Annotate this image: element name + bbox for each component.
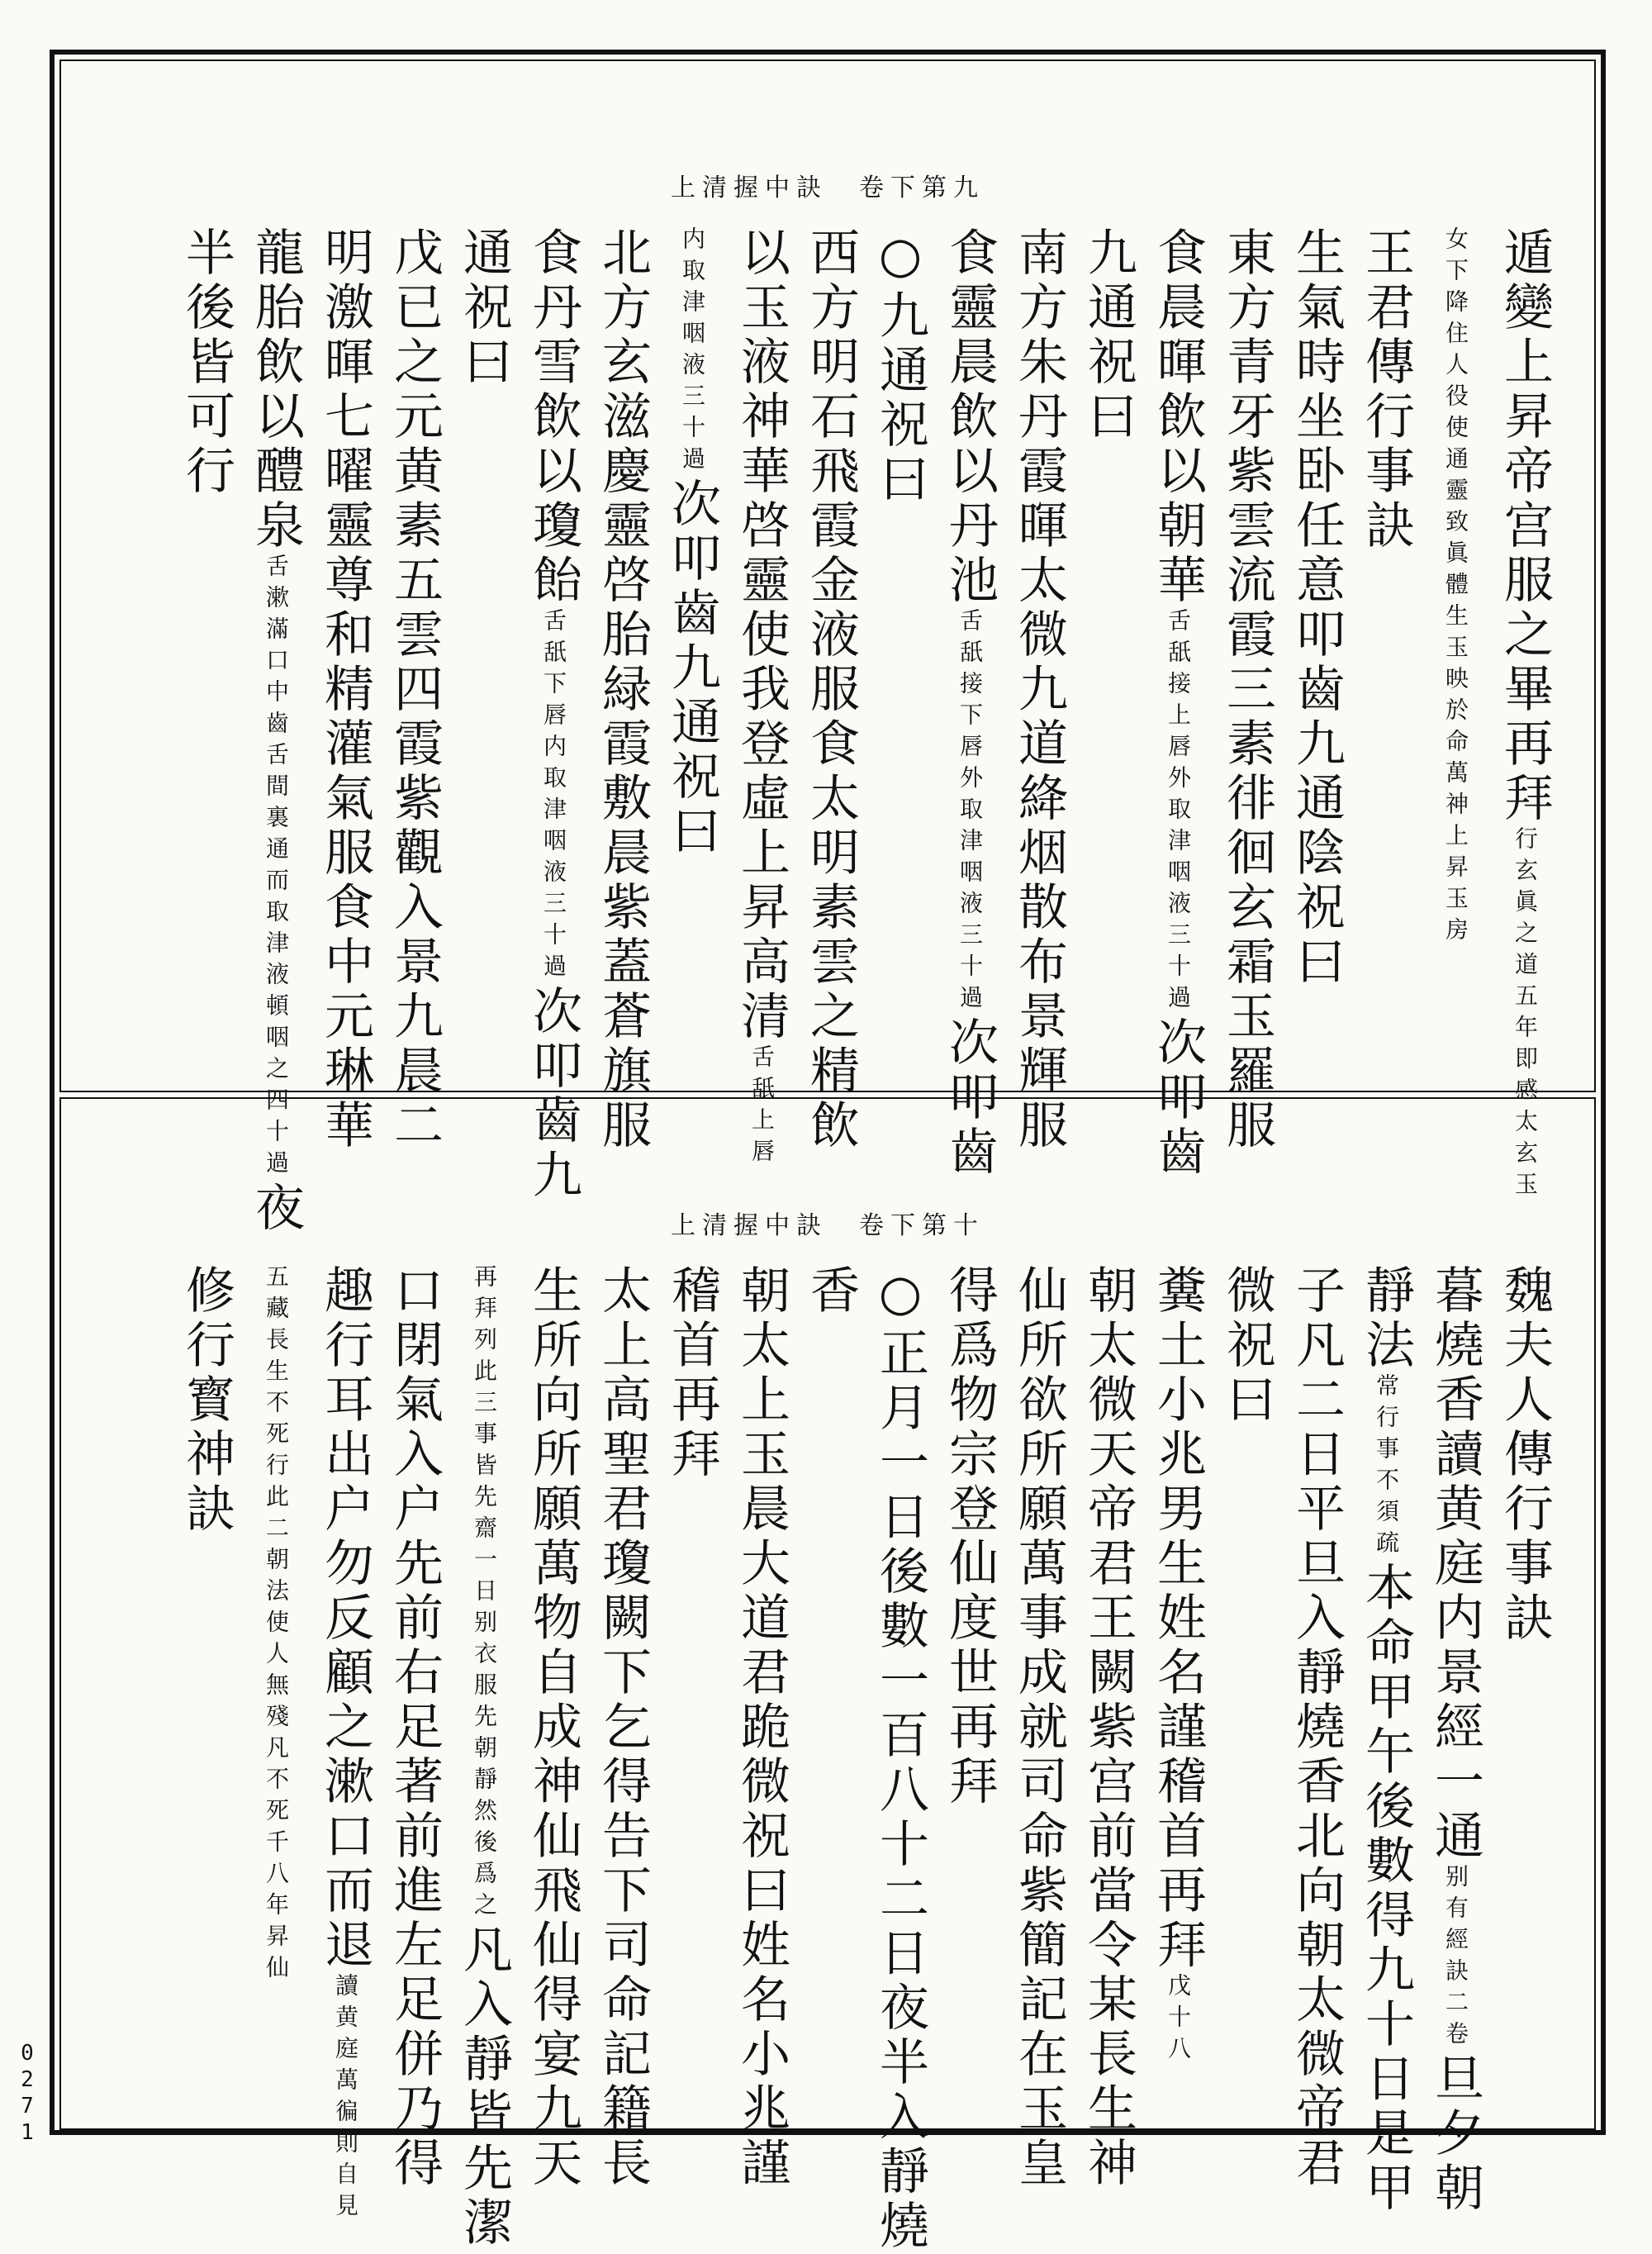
column-text-tail: 本命甲午後數得九十日是甲 bbox=[1357, 1562, 1415, 2216]
column-text: 魏夫人傳行事訣 bbox=[1496, 1264, 1554, 1646]
upper-column-19 bbox=[172, 226, 241, 1033]
column-text: 食晨暉飲以朝華 bbox=[1149, 226, 1207, 608]
lower-column-10 bbox=[796, 1264, 866, 2071]
text-columns-lower bbox=[96, 1264, 1559, 2254]
upper-column-8 bbox=[935, 226, 1004, 1180]
upper-column-3 bbox=[1282, 226, 1351, 1033]
lower-column-2 bbox=[1351, 1264, 1421, 2216]
lower-column-19 bbox=[172, 1264, 241, 2071]
lower-column-16 bbox=[380, 1264, 449, 2191]
lower-column-14 bbox=[519, 1264, 588, 2191]
lower-column-7 bbox=[1004, 1264, 1074, 2191]
column-text: ○正月一日後數一百八十二日夜半入靜燒 bbox=[871, 1264, 929, 2254]
column-text: 東方青牙紫雲流霞三素徘徊玄霜玉羅服 bbox=[1218, 226, 1276, 1153]
page-frame bbox=[50, 50, 1606, 2254]
column-text: 南方朱丹霞暉太微九道絳烟散布景輝服 bbox=[1010, 226, 1068, 1153]
column-text: 龍胎飲以醴泉 bbox=[247, 226, 305, 554]
column-annotation: 戊十八 bbox=[1165, 1973, 1192, 2067]
column-text: 食靈晨飲以丹池 bbox=[941, 226, 999, 608]
lower-column-0 bbox=[1490, 1264, 1559, 2071]
column-annotation: 舌舐上唇 bbox=[748, 1044, 776, 1170]
column-text: 香 bbox=[802, 1264, 860, 1319]
upper-column-12 bbox=[657, 226, 727, 1033]
column-text-tail: 次叩齒九通祝曰 bbox=[663, 478, 721, 859]
column-annotation: 常行事不須疏 bbox=[1373, 1373, 1400, 1562]
upper-column-1 bbox=[1421, 226, 1490, 1033]
lower-column-6 bbox=[1074, 1264, 1143, 2191]
column-text: 食丹雪飲以瓊飴 bbox=[525, 226, 582, 608]
column-annotation: 舌舐接下唇外取津咽液三十過 bbox=[957, 608, 984, 1016]
column-text: 糞土小兆男生姓名謹稽首再拜 bbox=[1149, 1264, 1207, 1973]
lower-column-15 bbox=[449, 1264, 519, 2251]
upper-column-14 bbox=[519, 226, 588, 1203]
upper-column-9 bbox=[866, 226, 935, 1033]
column-text: 口閉氣入户先前右足著前進左足併乃得 bbox=[386, 1264, 444, 2191]
upper-column-2 bbox=[1351, 226, 1421, 1033]
upper-column-6 bbox=[1074, 226, 1143, 1033]
lower-column-4 bbox=[1213, 1264, 1282, 2071]
running-header-lower: 上清握中訣 卷下第十 bbox=[671, 1211, 985, 1240]
column-text-tail: 次叩齒 bbox=[941, 1016, 999, 1180]
column-text: 王君傳行事訣 bbox=[1357, 226, 1415, 554]
lower-column-13 bbox=[588, 1264, 657, 2191]
column-text-tail: 夜 bbox=[247, 1182, 305, 1236]
column-text: 太上高聖君瓊闕下乞得告下司命記籍長 bbox=[594, 1264, 652, 2191]
lower-column-11 bbox=[727, 1264, 796, 2191]
upper-column-11 bbox=[727, 226, 796, 1170]
column-text: 修行寳神訣 bbox=[178, 1264, 235, 1537]
column-text-tail: 次叩齒 bbox=[1149, 1016, 1207, 1180]
column-text: 戊已之元黄素五雲四霞紫觀入景九晨二 bbox=[386, 226, 444, 1153]
lower-column-12 bbox=[657, 1264, 727, 2071]
column-text: 朝太上玉晨大道君跪微祝曰姓名小兆謹 bbox=[733, 1264, 790, 2191]
column-text: 趣行耳出户勿反顧之漱口而退 bbox=[316, 1264, 374, 1973]
column-annotation: 内取津咽液三十過 bbox=[679, 226, 706, 478]
lower-column-9 bbox=[866, 1264, 935, 2254]
upper-column-17 bbox=[311, 226, 380, 1153]
lower-column-3 bbox=[1282, 1264, 1351, 2191]
column-text: 遁變上昇帝宫服之畢再拜 bbox=[1496, 226, 1554, 826]
column-text: 生所向所願萬物自成神仙飛仙得宴九天 bbox=[525, 1264, 582, 2191]
lower-column-1 bbox=[1421, 1264, 1490, 2216]
column-text: 西方明石飛霞金液服食太明素雲之精飲 bbox=[802, 226, 860, 1153]
column-text: 朝太微天帝君王闕紫宫前當令某長生神 bbox=[1080, 1264, 1137, 2191]
column-annotation: 五藏長生不死行此二朝法使人無殘凡不死千八年昇仙 bbox=[263, 1264, 290, 1986]
upper-column-18 bbox=[241, 226, 311, 1236]
lower-column-18 bbox=[241, 1264, 311, 2071]
column-text: 半後皆可行 bbox=[178, 226, 235, 499]
column-text: 微祝曰 bbox=[1218, 1264, 1276, 1428]
upper-column-0 bbox=[1490, 226, 1559, 1203]
column-text: 暮燒香讀黄庭内景經一通 bbox=[1427, 1264, 1484, 1864]
column-text: 明激暉七曜靈尊和精灌氣服食中元琳華 bbox=[316, 226, 374, 1153]
upper-column-5 bbox=[1143, 226, 1213, 1180]
column-text: 北方玄滋慶靈啓胎緑霞敷晨紫蓋蒼旗服 bbox=[594, 226, 652, 1153]
running-header-upper: 上清握中訣 卷下第九 bbox=[671, 174, 985, 202]
upper-column-7 bbox=[1004, 226, 1074, 1153]
column-annotation: 再拜列此三事皆先齋一日别衣服先朝靜然後爲之 bbox=[471, 1264, 498, 1924]
upper-column-15 bbox=[449, 226, 519, 1033]
upper-column-10 bbox=[796, 226, 866, 1153]
lower-column-5 bbox=[1143, 1264, 1213, 2071]
column-text: 得爲物宗登仙度世再拜 bbox=[941, 1264, 999, 1809]
column-annotation: 别有經訣二卷 bbox=[1442, 1864, 1469, 2052]
column-text: 靜法 bbox=[1357, 1264, 1415, 1373]
column-text: 仙所欲所願萬事成就司命紫簡記在玉皇 bbox=[1010, 1264, 1068, 2191]
column-text-tail: 次叩齒九 bbox=[525, 985, 582, 1203]
column-text: 子凡二日平旦入靜燒香北向朝太微帝君 bbox=[1288, 1264, 1346, 2191]
column-annotation: 舌舐下唇内取津咽液三十過 bbox=[540, 608, 567, 985]
column-text-tail: 凡入靜皆先潔 bbox=[455, 1924, 513, 2251]
lower-column-8 bbox=[935, 1264, 1004, 2071]
lower-page bbox=[59, 1097, 1596, 2254]
column-text: 通祝曰 bbox=[455, 226, 513, 390]
upper-column-4 bbox=[1213, 226, 1282, 1153]
column-text: 九通祝曰 bbox=[1080, 226, 1137, 445]
column-annotation: 讀黄庭萬徧則自見 bbox=[332, 1973, 359, 2224]
column-annotation: 行玄眞之道五年即感太玄玉 bbox=[1512, 826, 1539, 1203]
lower-column-17 bbox=[311, 1264, 380, 2224]
column-text: 以玉液神華啓靈使我登虛上昇高清 bbox=[733, 226, 790, 1044]
column-annotation: 舌舐接上唇外取津咽液三十過 bbox=[1165, 608, 1192, 1016]
upper-column-13 bbox=[588, 226, 657, 1153]
column-text: 生氣時坐卧任意叩齒九通陰祝曰 bbox=[1288, 226, 1346, 990]
column-text-tail: 旦夕朝 bbox=[1427, 2052, 1484, 2216]
upper-column-16 bbox=[380, 226, 449, 1153]
column-text: 稽首再拜 bbox=[663, 1264, 721, 1482]
column-annotation: 舌漱滿口中齒舌間裏通而取津液頓咽之四十過 bbox=[263, 554, 290, 1182]
page-number: 0271 bbox=[15, 2041, 40, 2147]
column-annotation: 女下降住人役使通靈致眞體生玉映於命萬神上昇玉房 bbox=[1442, 226, 1469, 949]
column-text: ○九通祝曰 bbox=[871, 226, 929, 507]
